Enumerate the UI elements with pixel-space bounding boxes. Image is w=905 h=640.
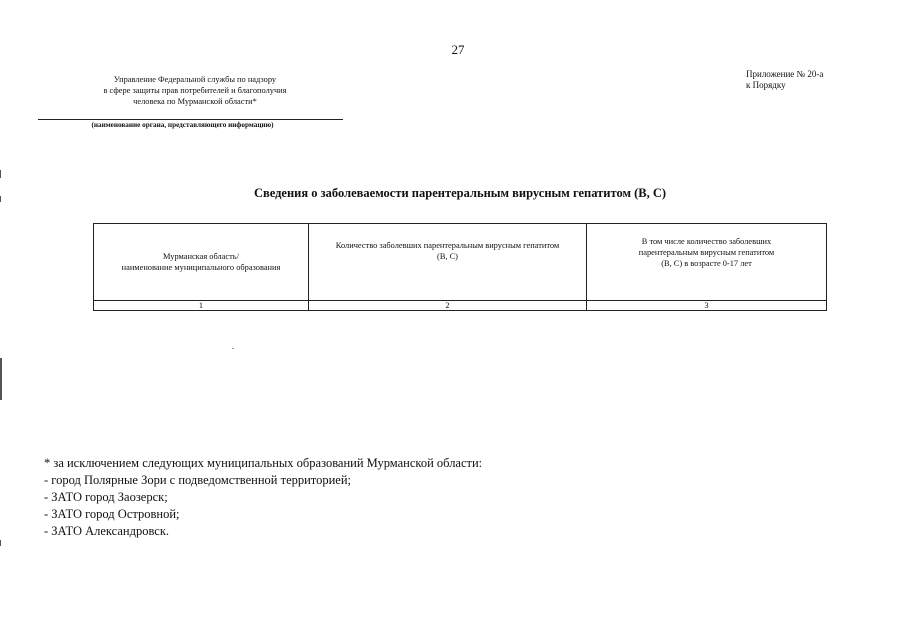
header-cell-cases — [309, 224, 587, 301]
header-cell-cases-children — [587, 224, 827, 301]
footnote — [44, 455, 644, 540]
header-cell-region — [94, 224, 309, 301]
scan-artifact — [0, 540, 1, 546]
header-text: парентеральным вирусным гепатитом — [638, 248, 775, 257]
header-text: наименование муниципального образования — [121, 263, 281, 272]
appendix-line-2: к Порядку — [746, 80, 786, 90]
org-caption: (наименование органа, представляющего информацию) — [91, 121, 274, 129]
org-line-3: человека по Мурманской области* — [133, 97, 257, 106]
appendix-line-1: Приложение № 20-а — [746, 69, 824, 79]
footnote-line: - ЗАТО Александровск. — [44, 524, 170, 538]
org-line-1: Управление Федеральной службы по надзору — [113, 75, 277, 84]
header-text: Мурманская область/ — [163, 252, 239, 261]
header-text: Количество заболевших парентеральным вирусным гепатитом — [335, 241, 560, 250]
page-number: 27 — [451, 42, 465, 57]
org-underline — [38, 119, 343, 120]
appendix-reference — [746, 69, 876, 91]
column-number: 2 — [309, 301, 587, 311]
footnote-line: - город Полярные Зори с подведомственной территорией; — [44, 473, 352, 487]
footnote-line: - ЗАТО город Заозерск; — [44, 490, 168, 504]
column-number: 3 — [587, 301, 827, 311]
header-text: (В, С) в возрасте 0-17 лет — [661, 259, 752, 268]
org-line-2: в сфере защиты прав потребителей и благополучия — [103, 86, 287, 95]
scan-artifact — [0, 196, 1, 202]
column-number-row — [94, 301, 827, 311]
header-text: В том числе количество заболевших — [641, 237, 772, 246]
footnote-line: * за исключением следующих муниципальных образований Мурманской области: — [44, 456, 483, 470]
scan-artifact — [232, 348, 234, 349]
column-number: 1 — [94, 301, 309, 311]
footnote-line: - ЗАТО город Островной; — [44, 507, 180, 521]
reporting-organization — [60, 74, 330, 107]
hepatitis-table — [93, 223, 827, 311]
document-title: Сведения о заболеваемости парентеральным вирусным гепатитом (В, С) — [253, 186, 667, 200]
table-header-row — [94, 224, 827, 301]
scan-artifact — [0, 358, 2, 400]
scan-artifact — [0, 170, 1, 178]
header-text: (В, С) — [437, 252, 458, 261]
